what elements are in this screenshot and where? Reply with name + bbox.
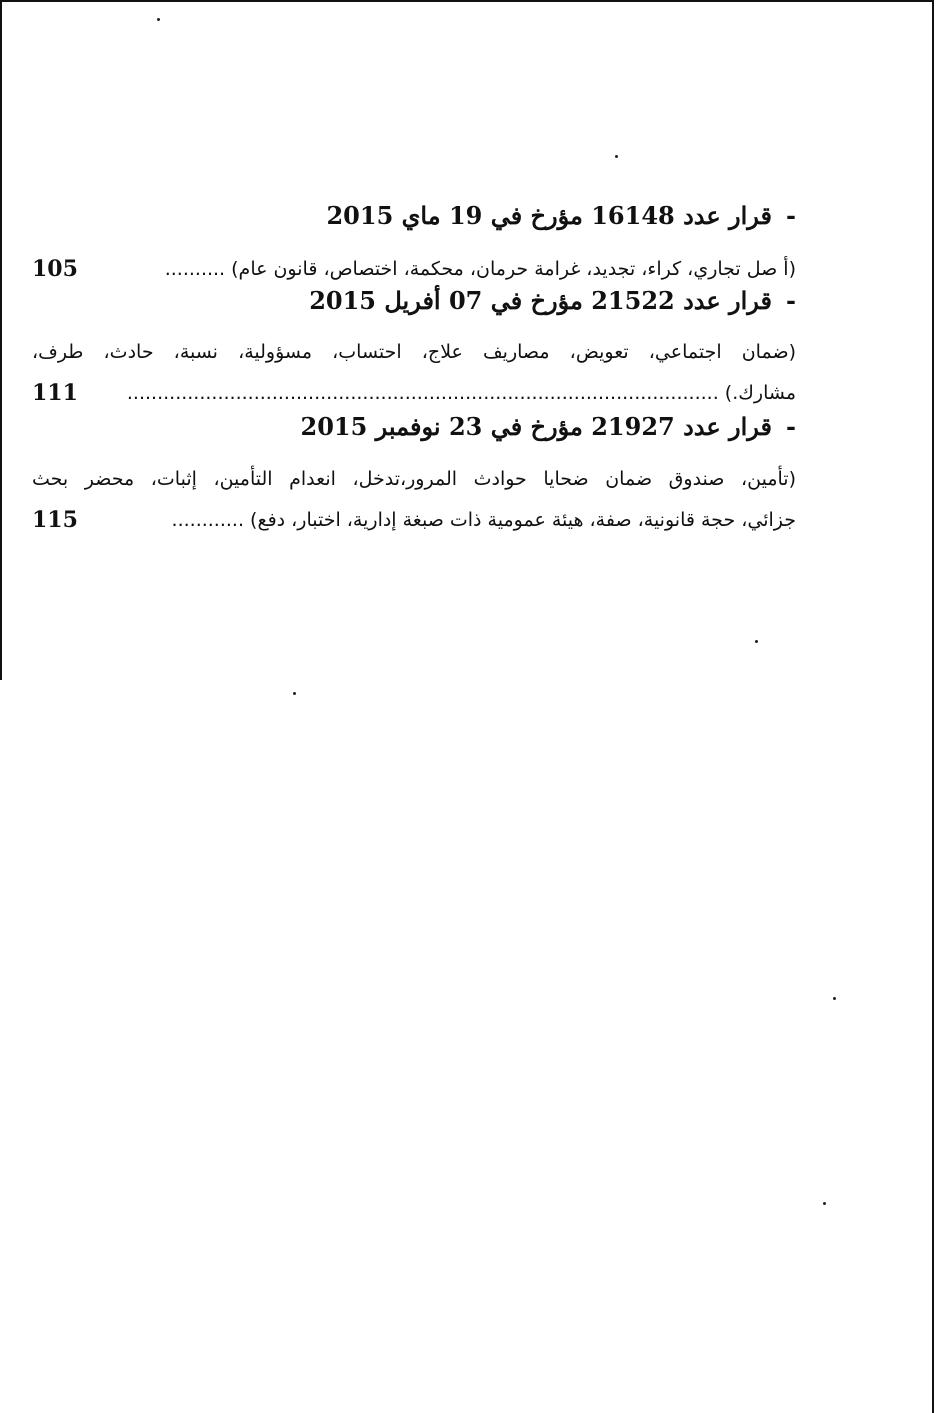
scan-speck (823, 1202, 826, 1205)
scan-border-left (0, 0, 2, 680)
keywords-line: (أ صل تجاري، كراء، تجديد، غرامة حرمان، محكمة، اختصاص، قانون عام) .......... (164, 258, 796, 280)
scan-speck (755, 640, 758, 643)
scan-border-right (932, 0, 934, 1413)
page-number: 111 (32, 380, 78, 406)
page-number: 115 (32, 507, 78, 533)
decision-heading (301, 411, 796, 443)
decision-title: قرار عدد 21927 مؤرخ في 23 نوفمبر 2015 (300, 412, 773, 441)
decision-heading (309, 285, 796, 317)
keywords-line: (تأمين، صندوق ضمان ضحايا حوادث المرور،تدخل، انعدام التأمين، إثبات، محضر بحث (32, 468, 796, 490)
scan-border-top (0, 0, 934, 2)
keywords-line: مشارك.) .................................................................................................. (126, 382, 796, 404)
bullet-dash: - (786, 286, 796, 315)
page-number: 105 (32, 256, 78, 282)
scan-speck (293, 692, 296, 695)
decision-title: قرار عدد 16148 مؤرخ في 19 ماي 2015 (326, 201, 773, 230)
keywords-line: (ضمان اجتماعي، تعويض، مصاريف علاج، احتساب، مسؤولية، نسبة، حادث، طرف، (32, 341, 796, 363)
bullet-dash: - (786, 412, 796, 441)
decision-heading (326, 200, 796, 232)
keywords-line: جزائي، حجة قانونية، صفة، هيئة عمومية ذات صبغة إدارية، اختبار، دفع) ............ (171, 509, 796, 531)
scan-speck (833, 997, 836, 1000)
scan-speck (615, 155, 618, 158)
scan-speck (157, 18, 160, 21)
bullet-dash: - (786, 201, 796, 230)
decision-title: قرار عدد 21522 مؤرخ في 07 أفريل 2015 (309, 286, 773, 315)
